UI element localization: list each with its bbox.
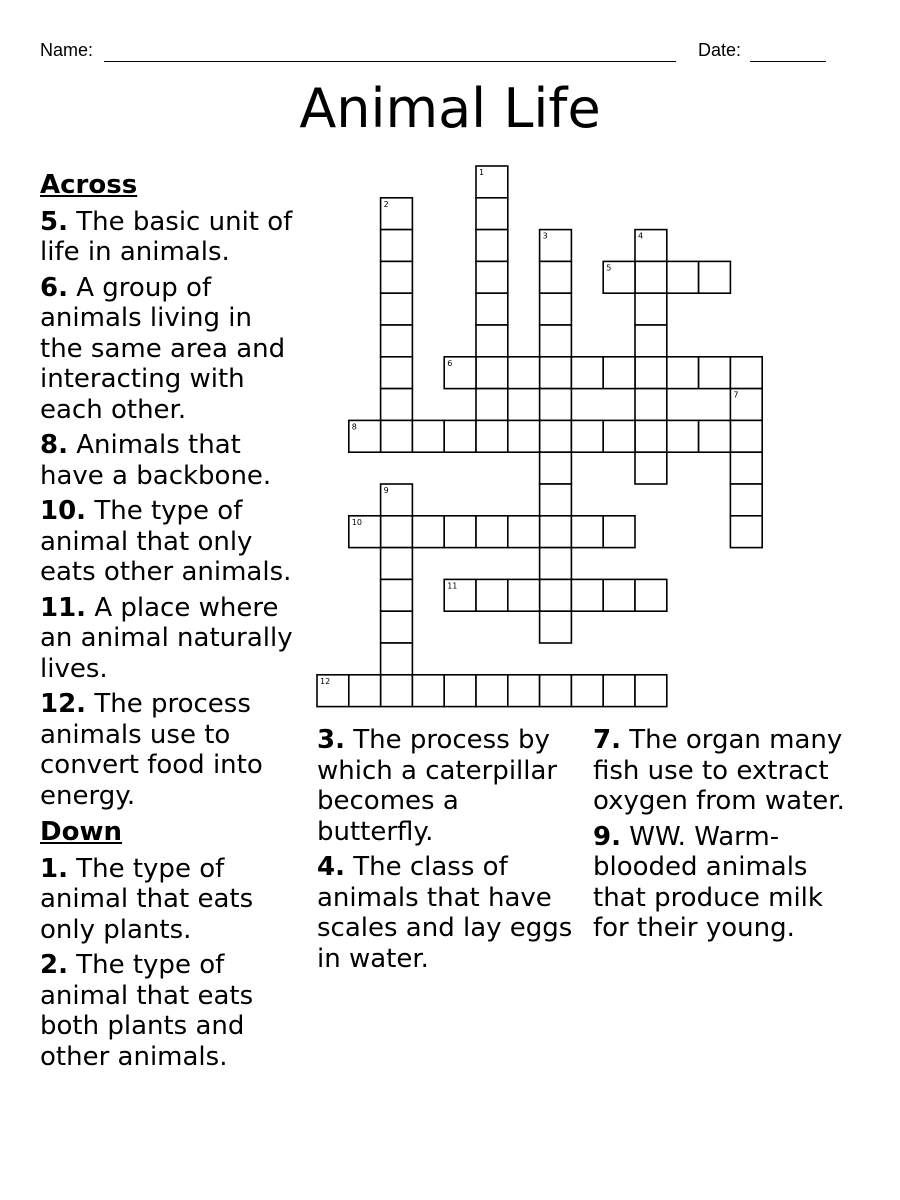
grid-cell[interactable] xyxy=(603,357,635,389)
grid-cell[interactable] xyxy=(635,420,667,452)
grid-cell[interactable] xyxy=(571,675,603,707)
grid-cell[interactable] xyxy=(476,261,508,293)
grid-cell[interactable] xyxy=(508,516,540,548)
clue-across-10: 10. The type of animal that only eats other animals. xyxy=(40,496,292,587)
down-heading: Down xyxy=(40,817,122,847)
grid-cell[interactable] xyxy=(508,357,540,389)
grid-cell[interactable] xyxy=(635,389,667,421)
grid-cell[interactable] xyxy=(540,389,572,421)
grid-cell[interactable] xyxy=(381,675,413,707)
clue-down-7: 7. The organ many fish use to extract oxygen from water. xyxy=(593,725,845,816)
grid-cell[interactable] xyxy=(381,643,413,675)
grid-cell[interactable] xyxy=(508,420,540,452)
grid-cell[interactable] xyxy=(540,261,572,293)
cell-number: 4 xyxy=(638,231,644,241)
grid-cell[interactable] xyxy=(540,675,572,707)
clue-across-6: 6. A group of animals living in the same area and interacting with each other. xyxy=(40,272,286,425)
cell-number: 9 xyxy=(383,486,389,495)
grid-cell[interactable] xyxy=(381,579,413,611)
grid-cell[interactable] xyxy=(412,675,444,707)
grid-cell[interactable] xyxy=(540,484,572,516)
grid-cell[interactable] xyxy=(444,675,476,707)
grid-cell[interactable] xyxy=(540,420,572,452)
grid-cell[interactable] xyxy=(381,420,413,452)
grid-cell[interactable] xyxy=(476,516,508,548)
cell-number: 5 xyxy=(606,263,612,273)
grid-cell[interactable] xyxy=(635,293,667,325)
grid-cell[interactable] xyxy=(381,230,413,262)
clues-column-right xyxy=(593,725,848,949)
grid-cell[interactable] xyxy=(381,548,413,580)
grid-cell[interactable] xyxy=(540,325,572,357)
grid-cell[interactable] xyxy=(603,420,635,452)
clue-across-5: 5. The basic unit of life in animals. xyxy=(40,206,293,267)
clue-down-1: 1. The type of animal that eats only plants. xyxy=(40,853,254,945)
clue-down-2: 2. The type of animal that eats both plants and other animals. xyxy=(40,950,254,1072)
grid-cell[interactable] xyxy=(635,261,667,293)
grid-cell[interactable] xyxy=(635,675,667,707)
grid-cell[interactable] xyxy=(444,516,476,548)
grid-cell[interactable] xyxy=(571,357,603,389)
grid-cell[interactable] xyxy=(635,357,667,389)
grid-cell[interactable] xyxy=(476,389,508,421)
grid-cell[interactable] xyxy=(476,293,508,325)
grid-cell[interactable] xyxy=(635,579,667,611)
grid-cell[interactable] xyxy=(699,357,731,389)
grid-cell[interactable] xyxy=(381,293,413,325)
grid-cell[interactable] xyxy=(699,420,731,452)
clue-across-12: 12. The process animals use to convert food into energy. xyxy=(40,689,263,811)
grid-cell[interactable] xyxy=(381,325,413,357)
grid-cell[interactable] xyxy=(730,516,762,548)
cell-number: 11 xyxy=(447,581,458,591)
cell-number: 10 xyxy=(351,517,362,527)
clue-across-11: 11. A place where an animal naturally lives. xyxy=(40,592,293,684)
cell-number: 12 xyxy=(320,676,331,686)
cell-number: 6 xyxy=(447,358,453,368)
grid-cell[interactable] xyxy=(730,420,762,452)
name-label: Name: xyxy=(40,40,94,60)
grid-cell[interactable] xyxy=(540,452,572,484)
grid-cell[interactable] xyxy=(667,261,699,293)
grid-cell[interactable] xyxy=(412,516,444,548)
cell-number: 7 xyxy=(733,390,739,400)
across-heading: Across xyxy=(40,170,138,200)
date-label: Date: xyxy=(698,40,742,60)
grid-cell[interactable] xyxy=(381,516,413,548)
grid-cell[interactable] xyxy=(667,420,699,452)
grid-cell[interactable] xyxy=(444,420,476,452)
clue-down-3: 3. The process by which a caterpillar becomes a butterfly. xyxy=(317,725,558,847)
grid-cell[interactable] xyxy=(540,293,572,325)
grid-cell[interactable] xyxy=(349,675,381,707)
clue-down-4: 4. The class of animals that have scales and lay eggs in water. xyxy=(317,852,573,974)
grid-cell[interactable] xyxy=(730,357,762,389)
cell-number: 3 xyxy=(542,231,548,241)
grid-cell[interactable] xyxy=(540,357,572,389)
clue-across-8: 8. Animals that have a backbone. xyxy=(40,430,272,491)
cell-number: 1 xyxy=(479,168,485,177)
grid-cell[interactable] xyxy=(635,325,667,357)
grid-cell[interactable] xyxy=(571,516,603,548)
grid-cell[interactable] xyxy=(476,579,508,611)
grid-cell[interactable] xyxy=(508,675,540,707)
grid-cell[interactable] xyxy=(540,579,572,611)
grid-cell[interactable] xyxy=(508,579,540,611)
grid-cell[interactable] xyxy=(381,261,413,293)
grid-cell[interactable] xyxy=(476,325,508,357)
grid-cell[interactable] xyxy=(603,579,635,611)
grid-cell[interactable] xyxy=(635,452,667,484)
grid-cell[interactable] xyxy=(412,420,444,452)
grid-cell[interactable] xyxy=(571,579,603,611)
grid-cell[interactable] xyxy=(381,357,413,389)
grid-cell[interactable] xyxy=(667,357,699,389)
grid-cell[interactable] xyxy=(540,548,572,580)
grid-cell[interactable] xyxy=(381,611,413,643)
grid-cell[interactable] xyxy=(603,516,635,548)
grid-cell[interactable] xyxy=(730,484,762,516)
grid-cell[interactable] xyxy=(699,261,731,293)
clues-column-middle xyxy=(317,725,582,979)
grid-cell[interactable] xyxy=(476,198,508,230)
page-title: Animal Life xyxy=(299,77,601,140)
grid-cell[interactable] xyxy=(603,675,635,707)
grid-cell[interactable] xyxy=(476,420,508,452)
grid-cell[interactable] xyxy=(476,675,508,707)
clue-down-9: 9. WW. Warm-blooded animals that produce milk for their young. xyxy=(593,821,823,943)
grid-cell[interactable] xyxy=(381,389,413,421)
cell-number: 2 xyxy=(383,199,389,209)
grid-cell[interactable] xyxy=(476,357,508,389)
grid-cell[interactable] xyxy=(540,611,572,643)
cell-number: 8 xyxy=(351,422,357,432)
grid-cell[interactable] xyxy=(476,230,508,262)
grid-cell[interactable] xyxy=(540,516,572,548)
grid-cell[interactable] xyxy=(571,420,603,452)
clues-column-left xyxy=(40,170,302,1077)
grid-cell[interactable] xyxy=(730,452,762,484)
